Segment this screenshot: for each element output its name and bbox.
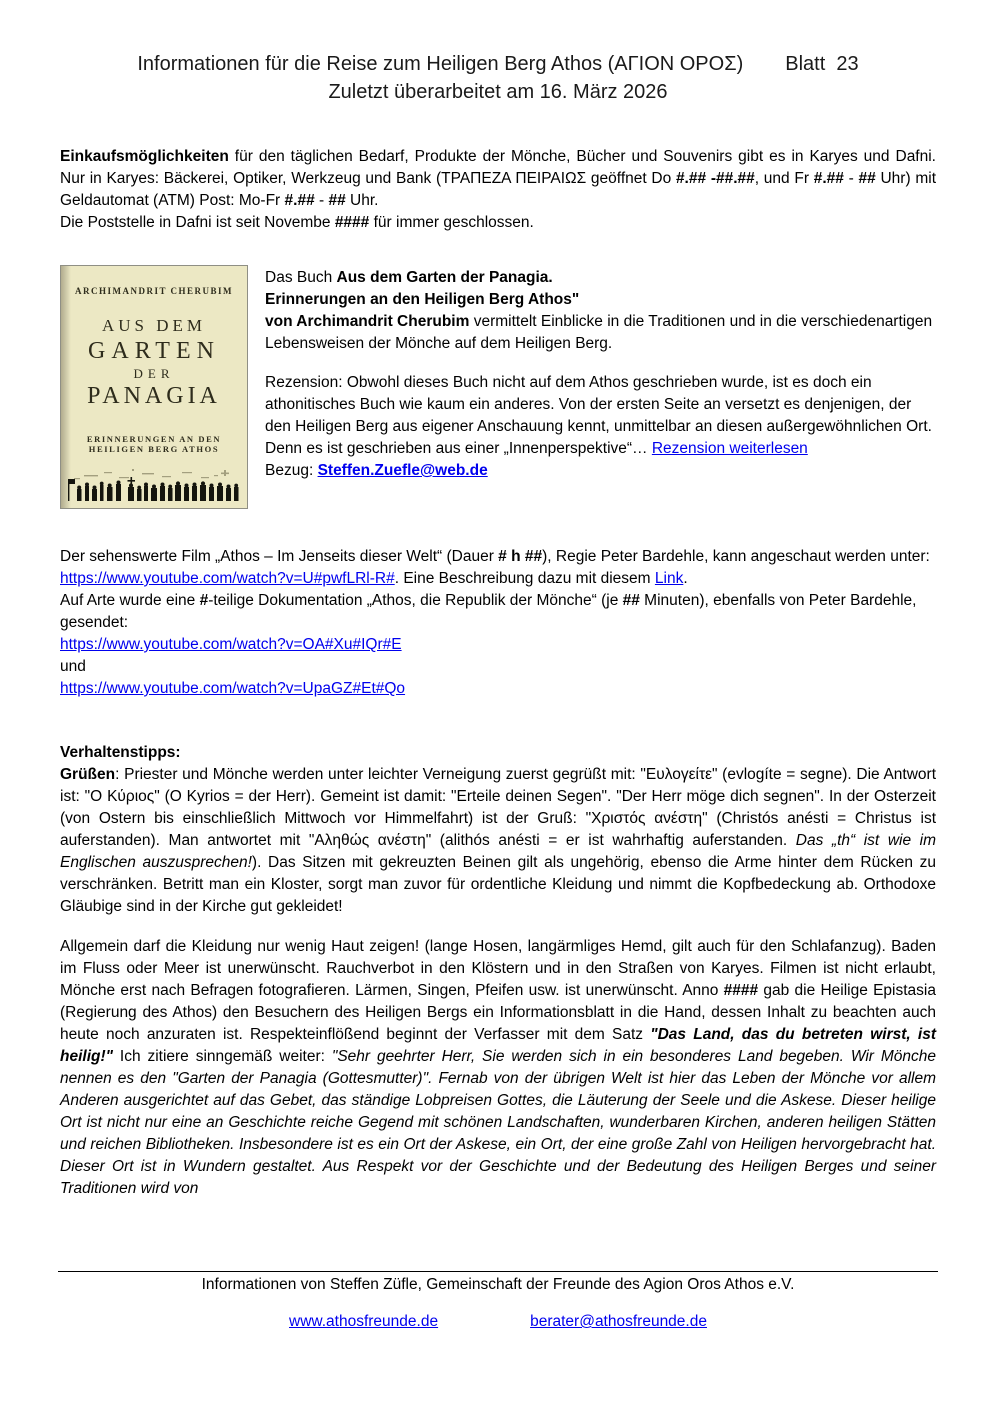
text-run: Uhr. Die Poststelle in Dafni ist seit Novembe (60, 192, 379, 231)
film-paragraph (60, 546, 936, 700)
rezension-weiterlesen-link[interactable]: Rezension weiterlesen (651, 440, 808, 457)
text-run: . Auf Arte wurde eine (60, 570, 688, 609)
text-run: #.## (813, 170, 844, 187)
clothing-paragraph (60, 936, 936, 1200)
text-run: -teilige Dokumentation „Athos, die Republik der Mönche“ (je (208, 592, 623, 609)
text-run: vermittelt Einblicke in die Traditionen und in die verschiedenartigen Lebensweisen der Mönche auf dem Heiligen Berg. (265, 313, 933, 352)
text-run: Allgemein darf die Kleidung nur wenig Haut zeigen! (lange Hosen, langärmliges Hemd, gilt auch für den Schlafanzug). Baden im Fluss oder Meer ist unerwünscht. Rauchverbot in den Klöstern und in den Straßen von Karyes. Filmen ist nicht erlaubt, Mönche erst nach Befragen fotografieren. Lärmen, Singen, Pfeifen usw. ist unerwünscht. Anno (60, 938, 936, 999)
beschreibung-link[interactable]: Link (654, 570, 684, 587)
book-cover-author: ARCHIMANDRIT CHERUBIM (74, 286, 234, 296)
text-run: "Das Land, das du betreten wirst, ist heilig!" (60, 1026, 936, 1065)
greeting-paragraph (60, 764, 936, 918)
text-run: . Eine Beschreibung dazu mit diesem (394, 570, 655, 587)
text-run: Grüßen (60, 766, 116, 783)
text-run: Ich zitiere sinngemäß weiter: (113, 1048, 332, 1065)
monks-procession-illustration (64, 465, 244, 507)
text-run: Das Buch (265, 269, 337, 286)
page-title-block (60, 0, 936, 106)
sheet-number: Blatt 23 (785, 53, 859, 75)
text-run: "Sehr geehrter Herr, Sie werden sich in ein besonderes Land begeben. Wir Mönche nennen es den "Garten der Panagia (Gottesmutter)". Fernab von der übrigen Welt ist hier das Leben der Mönche vor allem Anderen ausgerichtet auf das Gebet, das ständige Lobpreisen Gottes, die Läuterung der Seele und die Askese. Dieser heilige Ort ist nicht nur eine an Geschichte reiche Gegend mit schönen Landschaften, wunderbaren Kirchen, anderen heiligen Stätten und reichen Bibliotheken. Insbesondere ist es ein Ort der Askese, ein Ort, der eine große Zahl von Heiligen hervorgebracht hat. Dieser Ort ist in Wundern gestaltet. Aus Respekt vor der Geschichte und der Bedeutung des Heiligen Berges und seiner Traditionen wird von (60, 1048, 936, 1197)
text-run: ## (622, 592, 640, 609)
book-review-paragraph (265, 372, 936, 482)
text-run: #.## -##.## (675, 170, 755, 187)
text-run: #### (723, 982, 759, 999)
text-run: #.## (284, 192, 315, 209)
footer-links (0, 1313, 996, 1331)
text-run: ## (858, 170, 876, 187)
text-run: Minuten), ebenfalls von Peter Bardehle, gesendet: (60, 592, 917, 631)
text-run: ), Regie Peter Bardehle, kann angeschaut werden unter: (542, 548, 930, 565)
text-run: : Priester und Mönche werden unter leichter Verneigung zuerst gegrüßt mit: "Ευλογείτε" (evlogíte = segne). Die Antwort ist: "Ο Κύριος" (O Kyrios = der Herr). Gemeint ist damit: "Erteile deinen Segen". "Der Herr möge dich segnen". In der Osterzeit (von Ostern bis einschließlich Mittwoch vor Himmelfahrt) ist der Gruß: "Χριστός ανέστη" (Christós anésti = Christus ist auferstanden). Man antwortet mit "Αληθώς ανέστη" (alithós anésti = er ist wahrhaftig auferstanden. (60, 766, 936, 849)
tips-heading: Verhaltenstipps: (60, 744, 181, 761)
text-run: gab die Heilige Epistasia (Regierung des Athos) den Besuchern des Heiligen Bergs ein Informationsblatt in die Hand, dessen Inhalt zu beachten auch heute noch anzuraten ist. Respekteinflößend beginnt der Verfasser mit dem Satz (60, 982, 936, 1043)
book-cover-title-line1: AUS DEM (101, 316, 207, 335)
text-run: ). Das Sitzen mit gekreuzten Beinen gilt als ungehörig, ebenso die Arme hinter dem Rücken zu verschränken. Betritt man ein Kloster, sorgt man zuvor für ordentliche Kleidung und nimmt die Kopfbedeckung ab. Orthodoxe Gläubige sind in der Kirche gut gekleidet! (60, 854, 936, 915)
text-run: # (199, 592, 209, 609)
youtube-link-2[interactable]: https://www.youtube.com/watch?v=OA#Xu#IQr#E (60, 636, 402, 653)
text-run: - (314, 192, 329, 209)
book-intro-paragraph (265, 267, 936, 355)
text-run: Aus dem Garten der Panagia. Erinnerungen an den Heiligen Berg Athos" von Archimandrit Cherubim (265, 269, 580, 330)
book-cover-title-line2: GARTEN (88, 338, 220, 364)
text-run: und (60, 658, 86, 675)
text-run: Das „th“ ist wie im Englischen auszusprechen! (60, 832, 936, 871)
page-title: Informationen für die Reise zum Heiligen Berg Athos (ΑΓΙΟΝ ΟΡΟΣ) (137, 53, 744, 75)
youtube-link-3[interactable]: https://www.youtube.com/watch?v=UpaGZ#Et#Qo (60, 680, 406, 697)
text-run: - (843, 170, 859, 187)
text-run: # h ## (498, 548, 543, 565)
footer-divider (58, 1271, 938, 1272)
book-cover-title-line4: PANAGIA (87, 383, 221, 409)
website-link[interactable]: www.athosfreunde.de (289, 1313, 439, 1330)
page-footer (0, 1271, 996, 1331)
book-cover-title-line3: DER (133, 366, 175, 381)
text-run: Uhr) mit Geldautomat (ATM) Post: Mo-Fr (60, 170, 936, 209)
text-run: Bezug: (265, 462, 318, 479)
footer-text: Informationen von Steffen Züfle, Gemeinschaft der Freunde des Agion Oros Athos e.V. (201, 1276, 795, 1293)
bezug-email-link[interactable]: Steffen.Zuefle@web.de (317, 462, 488, 479)
text-run: für den täglichen Bedarf, Produkte der Mönche, Bücher und Souvenirs gibt es in Karyes und Dafni. Nur in Karyes: Bäckerei, Optiker, Werkzeug und Bank (ΤΡΑΠΕΖΑ ΠΕΙΡΑΙΩΣ geöffnet Do (60, 148, 936, 187)
text-run: ## (328, 192, 346, 209)
text-run: , und Fr (754, 170, 814, 187)
shopping-paragraph (60, 146, 936, 234)
page-subtitle: Zuletzt überarbeitet am 16. März 2026 (328, 81, 668, 103)
youtube-link-1[interactable]: https://www.youtube.com/watch?v=U#pwfLRl-R# (60, 570, 395, 587)
book-cover-subtitle-line1: ERINNERUNGEN AN DEN (86, 434, 222, 444)
text-run: Rezension: Obwohl dieses Buch nicht auf dem Athos geschrieben wurde, ist es doch ein athonitisches Buch wie kaum ein anderes. Von der ersten Seite an versetzt es denjenigen, der den Heiligen Berg aus eigener Anschauung kennt, unmittelbar an diesen außergewöhnlichen Ort. Denn es ist geschrieben aus einer „Innenperspektive“… (265, 374, 932, 457)
book-cover-subtitle-line2: HEILIGEN BERG ATHOS (88, 444, 220, 454)
book-cover-image (60, 265, 248, 509)
footer-email-link[interactable]: berater@athosfreunde.de (530, 1313, 707, 1330)
book-section (60, 265, 936, 509)
title-line (60, 50, 936, 78)
text-run: für immer geschlossen. (369, 214, 534, 231)
book-text-column (265, 265, 936, 509)
text-run: Der sehenswerte Film „Athos – Im Jenseits dieser Welt“ (Dauer (60, 548, 499, 565)
text-run: Einkaufsmöglichkeiten (60, 148, 229, 165)
text-run: #### (334, 214, 370, 231)
